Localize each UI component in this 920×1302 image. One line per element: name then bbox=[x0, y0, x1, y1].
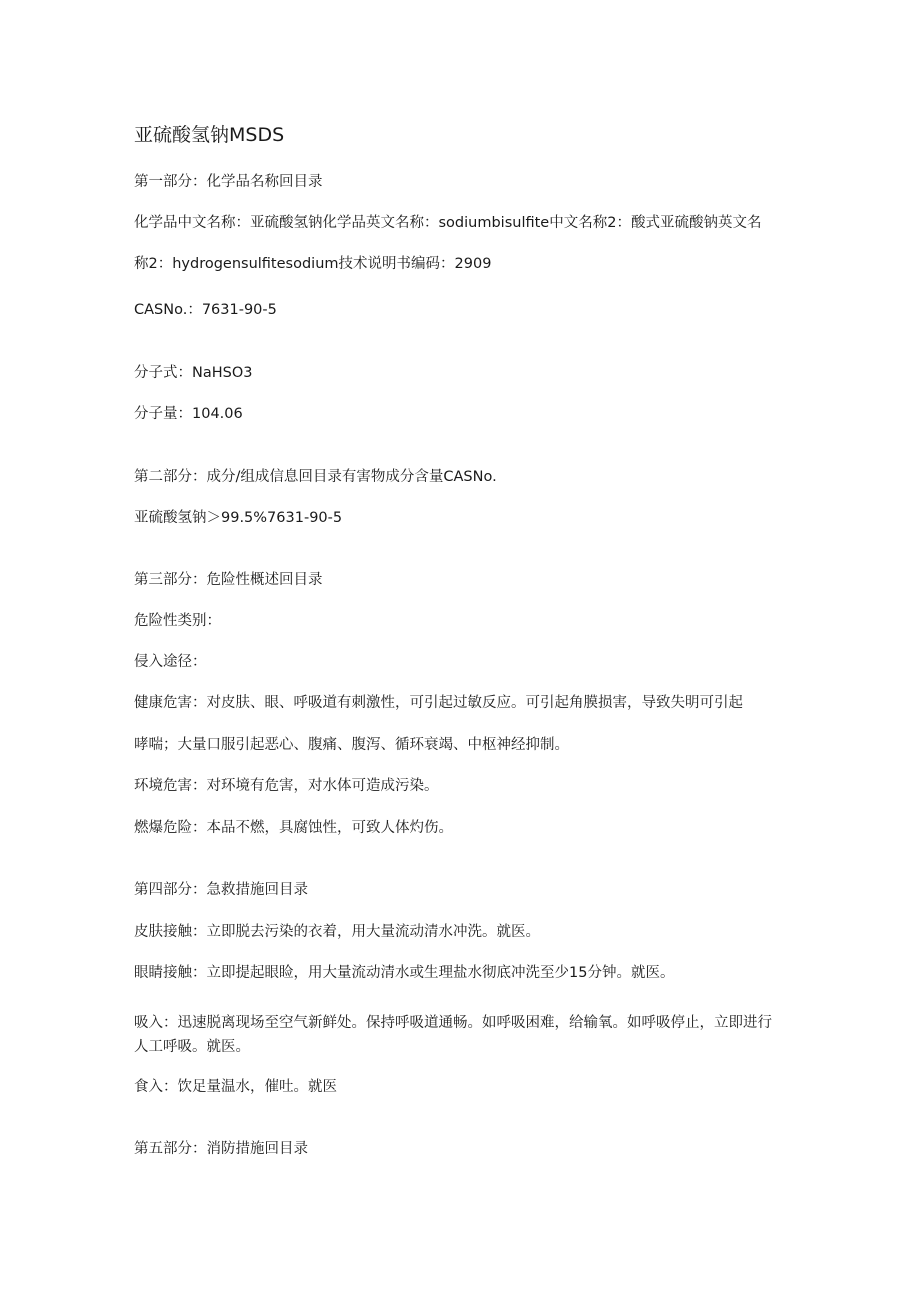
inhalation: 吸入：迅速脱离现场至空气新鲜处。保持呼吸道通畅。如呼吸困难，给输氧。如呼吸停止，立即进行人工呼吸。就医。 bbox=[134, 1015, 772, 1055]
chemical-name-line-2: 称2：hydrogensulfitesodium技术说明书编码：2909 bbox=[134, 256, 492, 272]
health-hazard-line-1: 健康危害：对皮肤、眼、呼吸道有刺激性，可引起过敏反应。可引起角膜损害，导致失明可引起 bbox=[134, 695, 743, 711]
entry-route: 侵入途径： bbox=[134, 654, 207, 670]
section5-heading: 第五部分：消防措施回目录 bbox=[134, 1141, 308, 1157]
document-title: 亚硫酸氢钠MSDS bbox=[134, 124, 285, 146]
section3-heading: 第三部分：危险性概述回目录 bbox=[134, 572, 323, 588]
chemical-name-line-1: 化学品中文名称：亚硫酸氢钠化学品英文名称：sodiumbisulfite中文名称2：酸式亚硫酸钠英文名 bbox=[134, 215, 762, 231]
hazard-category: 危险性类别： bbox=[134, 613, 221, 629]
ingestion: 食入：饮足量温水，催吐。就医 bbox=[134, 1079, 337, 1095]
section1-heading: 第一部分：化学品名称回目录 bbox=[134, 174, 323, 190]
component-line: 亚硫酸氢钠＞99.5%7631-90-5 bbox=[134, 510, 343, 526]
molecular-formula: 分子式：NaHSO3 bbox=[134, 365, 253, 381]
health-hazard-line-2: 哮喘；大量口服引起恶心、腹痛、腹泻、循环衰竭、中枢神经抑制。 bbox=[134, 737, 569, 753]
eye-contact: 眼睛接触：立即提起眼睑，用大量流动清水或生理盐水彻底冲洗至少15分钟。就医。 bbox=[134, 965, 675, 981]
section4-heading: 第四部分：急救措施回目录 bbox=[134, 882, 308, 898]
skin-contact: 皮肤接触：立即脱去污染的衣着，用大量流动清水冲洗。就医。 bbox=[134, 924, 540, 940]
fire-hazard: 燃爆危险：本品不燃，具腐蚀性，可致人体灼伤。 bbox=[134, 820, 453, 836]
molecular-weight: 分子量：104.06 bbox=[134, 406, 243, 422]
environment-hazard: 环境危害：对环境有危害，对水体可造成污染。 bbox=[134, 778, 439, 794]
section2-heading: 第二部分：成分/组成信息回目录有害物成分含量CASNo. bbox=[134, 469, 497, 485]
cas-number: CASNo.：7631-90-5 bbox=[134, 302, 277, 318]
